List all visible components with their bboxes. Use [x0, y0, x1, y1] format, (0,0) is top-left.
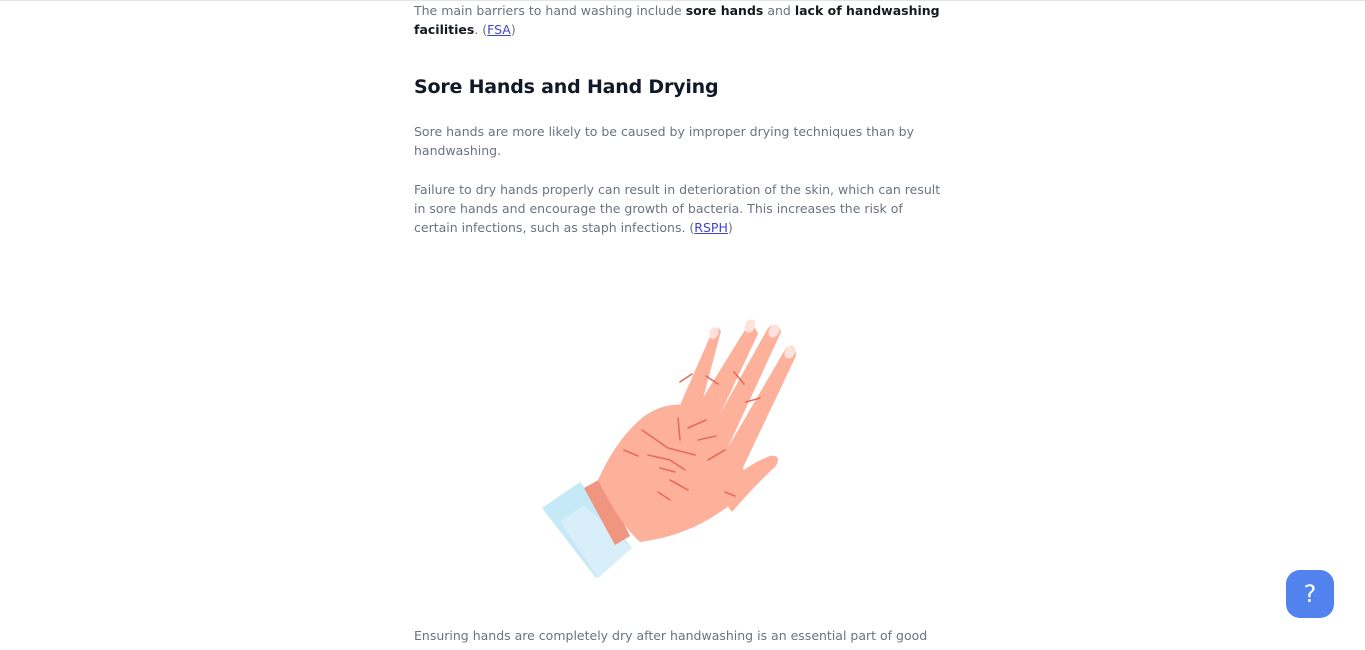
intro-bold-facilities: lack of handwashing facilities	[414, 3, 940, 37]
intro-text: The main barriers to hand washing include	[414, 3, 686, 18]
hand-icon	[520, 300, 820, 600]
dry-hands-paragraph: Ensuring hands are completely dry after handwashing is an essential part of good	[414, 628, 928, 643]
question-mark-icon: ?	[1303, 580, 1317, 608]
sore-hand-illustration	[520, 300, 820, 600]
fsa-link[interactable]: FSA	[487, 22, 511, 37]
intro-text: and	[763, 3, 795, 18]
intro-bold-sore-hands: sore hands	[685, 3, 764, 18]
help-button[interactable]	[1286, 570, 1334, 618]
rsph-link[interactable]: RSPH	[694, 220, 728, 235]
drying-paragraph	[414, 180, 944, 237]
drying-text-end: )	[727, 220, 733, 235]
intro-text: )	[510, 22, 516, 37]
sore-hands-paragraph: Sore hands are more likely to be caused by improper drying techniques than by handwashing.	[414, 124, 914, 158]
intro-paragraph	[414, 1, 944, 39]
intro-text: . (	[474, 22, 488, 37]
section-heading: Sore Hands and Hand Drying	[414, 76, 719, 98]
drying-text: Failure to dry hands properly can result in deterioration of the skin, which can result in sore hands and encourage the growth of bacteria. This increases the risk of certain infections, such as staph infections. (	[414, 182, 941, 235]
